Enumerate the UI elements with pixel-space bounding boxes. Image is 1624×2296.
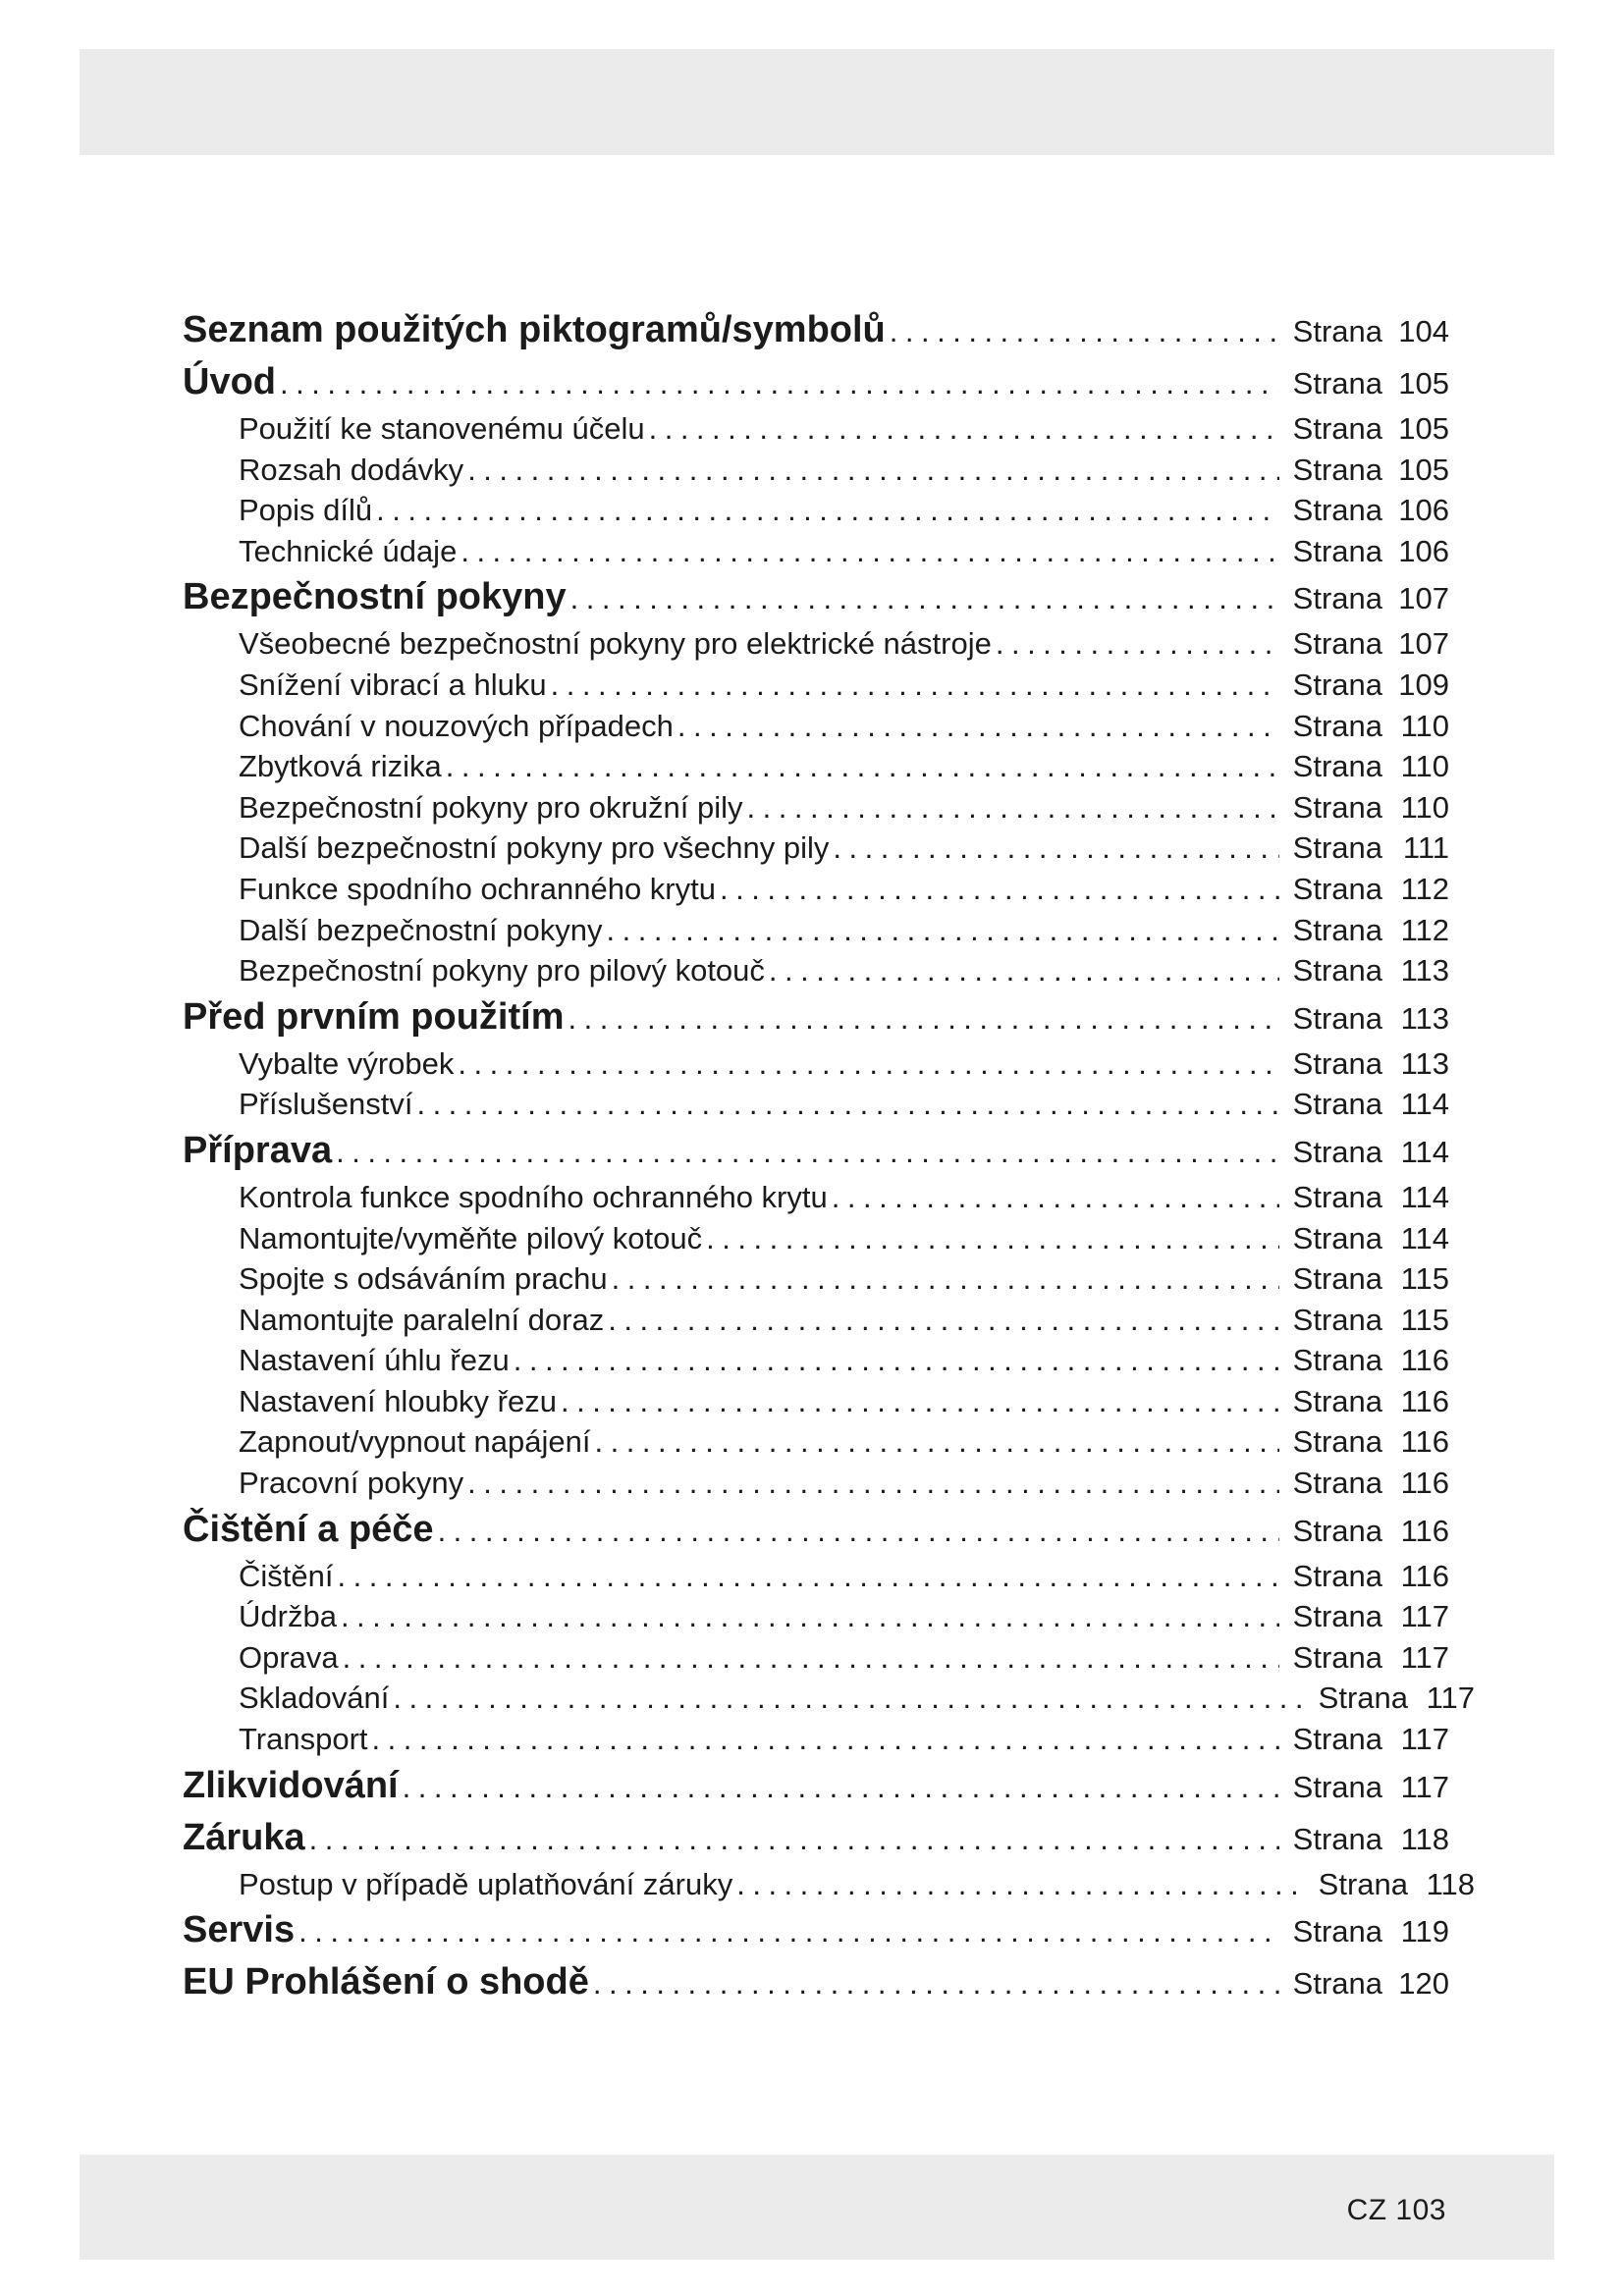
toc-entry-title: Namontujte paralelní doraz (239, 1302, 605, 1337)
dot-leader (608, 1300, 1278, 1341)
dot-leader (677, 706, 1279, 747)
toc-entry-page: 114 (1400, 1087, 1449, 1122)
toc-entry-strana: Strana (1292, 912, 1382, 947)
toc-entry-page: 107 (1398, 581, 1449, 616)
toc-entry-title: Příprava (183, 1129, 333, 1171)
dot-leader (570, 572, 1279, 623)
toc-entry-strana: Strana (1292, 1134, 1382, 1169)
dot-leader (467, 1463, 1278, 1504)
toc-entry-page: 114 (1400, 1220, 1449, 1255)
dot-leader (467, 450, 1278, 491)
toc-entry-page: 117 (1400, 1722, 1449, 1757)
toc-entry-page: 113 (1400, 1000, 1449, 1036)
toc-entry-page: 116 (1400, 1383, 1449, 1418)
toc-entry-strana: Strana (1292, 493, 1382, 528)
toc-entry-strana: Strana (1292, 1966, 1382, 2002)
page-number: CZ 103 (1346, 2194, 1446, 2226)
toc-subsection[interactable] (183, 1421, 1449, 1463)
dot-leader (720, 869, 1279, 910)
toc-entry-page: 120 (1398, 1966, 1449, 2002)
toc-entry-title: Před prvním použitím (183, 995, 565, 1038)
toc-subsection[interactable] (183, 665, 1449, 706)
toc-entry-strana: Strana (1292, 830, 1382, 866)
toc-subsection[interactable] (183, 1719, 1449, 1760)
toc-section[interactable] (183, 304, 1449, 356)
toc-entry-title: Servis (183, 1909, 296, 1951)
toc-entry-strana: Strana (1292, 749, 1382, 784)
toc-entry-page: 110 (1400, 789, 1449, 825)
footer-band (80, 2155, 1554, 2260)
toc-entry-strana: Strana (1292, 1558, 1382, 1593)
toc-entry-title: Kontrola funkce spodního ochranného krytu (239, 1179, 828, 1214)
toc-section[interactable] (183, 991, 1449, 1043)
toc-subsection[interactable] (183, 1258, 1449, 1300)
toc-entry-strana: Strana (1292, 667, 1382, 702)
toc-entry-title: Seznam použitých piktogramů/symbolů (183, 309, 886, 350)
toc-subsection[interactable] (183, 910, 1449, 951)
toc-subsection[interactable] (183, 869, 1449, 910)
table-of-contents (183, 304, 1475, 2008)
toc-entry-strana: Strana (1292, 871, 1382, 906)
dot-leader (458, 1043, 1278, 1085)
toc-entry-strana: Strana (1292, 452, 1382, 487)
toc-entry-title: Snížení vibrací a hluku (239, 667, 547, 702)
toc-entry-page: 104 (1398, 314, 1449, 348)
toc-entry-strana: Strana (1292, 411, 1382, 446)
toc-entry-strana: Strana (1318, 1681, 1408, 1716)
dot-leader (833, 828, 1278, 869)
dot-leader (706, 1218, 1279, 1259)
toc-section[interactable] (183, 1125, 1449, 1177)
toc-entry-title: Spojte s odsáváním prachu (239, 1261, 608, 1297)
toc-entry-title: Nastavení hloubky řezu (239, 1383, 557, 1418)
toc-entry-strana: Strana (1292, 1220, 1382, 1255)
toc-entry-page: 106 (1398, 533, 1449, 568)
toc-entry-title: Oprava (239, 1639, 339, 1675)
toc-entry-title: Další bezpečnostní pokyny (239, 912, 603, 947)
toc-entry-page: 113 (1400, 953, 1449, 988)
toc-entry-strana: Strana (1292, 1383, 1382, 1418)
dot-leader (649, 408, 1279, 450)
toc-entry-page: 107 (1398, 626, 1449, 662)
dot-leader (996, 623, 1279, 665)
toc-section[interactable] (183, 1504, 1449, 1556)
dot-leader (446, 746, 1279, 787)
toc-subsection[interactable] (183, 1556, 1449, 1597)
toc-entry-title: Záruka (183, 1816, 305, 1858)
toc-subsection[interactable] (183, 1678, 1475, 1719)
toc-entry-page: 114 (1400, 1134, 1449, 1169)
dot-leader (736, 1864, 1304, 1905)
toc-subsection[interactable] (183, 706, 1449, 747)
toc-entry-strana: Strana (1292, 1769, 1382, 1804)
toc-entry-title: Namontujte/vyměňte pilový kotouč (239, 1220, 703, 1255)
toc-entry-title: Rozsah dodávky (239, 452, 464, 487)
toc-entry-title: Bezpečnostní pokyny pro okružní pily (239, 789, 743, 825)
toc-section[interactable] (183, 1904, 1449, 1956)
toc-entry-title: Bezpečnostní pokyny (183, 576, 567, 618)
toc-entry-strana: Strana (1292, 1302, 1382, 1337)
toc-entry-page: 118 (1400, 1821, 1449, 1856)
toc-entry-strana: Strana (1318, 1866, 1408, 1901)
toc-entry-page: 115 (1400, 1302, 1449, 1337)
toc-entry-page: 110 (1400, 708, 1449, 743)
toc-section[interactable] (183, 1760, 1449, 1812)
toc-entry-page: 117 (1400, 1599, 1449, 1634)
toc-section[interactable] (183, 1812, 1449, 1864)
toc-entry-title: Skladování (239, 1681, 390, 1716)
toc-subsection[interactable] (183, 1300, 1449, 1341)
dot-leader (612, 1258, 1279, 1300)
dot-leader (337, 1556, 1278, 1597)
toc-entry-strana: Strana (1292, 1914, 1382, 1949)
dot-leader (595, 1421, 1279, 1463)
dot-leader (832, 1177, 1279, 1218)
toc-entry-strana: Strana (1292, 1722, 1382, 1757)
toc-entry-strana: Strana (1292, 708, 1382, 743)
toc-subsection[interactable] (183, 531, 1449, 572)
toc-entry-strana: Strana (1292, 1343, 1382, 1378)
toc-entry-title: Úvod (183, 361, 276, 402)
toc-entry-title: Technické údaje (239, 533, 458, 568)
dot-leader (769, 950, 1279, 991)
toc-entry-strana: Strana (1292, 1466, 1382, 1501)
toc-entry-strana: Strana (1292, 314, 1382, 348)
toc-entry-page: 105 (1398, 411, 1449, 446)
toc-entry-page: 116 (1400, 1466, 1449, 1501)
dot-leader (551, 665, 1279, 706)
toc-subsection[interactable] (183, 1864, 1475, 1905)
toc-subsection[interactable] (183, 1463, 1449, 1504)
dot-leader (890, 305, 1279, 356)
toc-subsection[interactable] (183, 1637, 1449, 1679)
toc-subsection[interactable] (183, 1596, 1449, 1637)
toc-entry-page: 110 (1400, 749, 1449, 784)
toc-entry-strana: Strana (1292, 533, 1382, 568)
dot-leader (309, 1813, 1279, 1864)
toc-entry-title: Transport (239, 1722, 368, 1757)
toc-entry-page: 113 (1400, 1045, 1449, 1081)
dot-leader (343, 1637, 1279, 1679)
toc-entry-title: Pracovní pokyny (239, 1466, 464, 1501)
toc-section[interactable] (183, 1956, 1449, 2008)
toc-entry-strana: Strana (1292, 1513, 1382, 1548)
toc-entry-strana: Strana (1292, 953, 1382, 988)
toc-entry-page: 105 (1398, 452, 1449, 487)
toc-entry-page: 106 (1398, 493, 1449, 528)
toc-entry-page: 116 (1400, 1513, 1449, 1548)
toc-entry-page: 117 (1400, 1639, 1449, 1675)
toc-subsection[interactable] (183, 1084, 1449, 1125)
toc-entry-strana: Strana (1292, 1261, 1382, 1297)
toc-entry-title: Postup v případě uplatňování záruky (239, 1866, 733, 1901)
toc-section[interactable] (183, 356, 1449, 408)
dot-leader (280, 357, 1279, 408)
toc-entry-strana: Strana (1292, 1179, 1382, 1214)
toc-entry-title: Údržba (239, 1599, 337, 1634)
toc-entry-page: 105 (1398, 366, 1449, 400)
toc-entry-page: 114 (1400, 1179, 1449, 1214)
toc-entry-strana: Strana (1292, 581, 1382, 616)
toc-entry-page: 116 (1400, 1343, 1449, 1378)
toc-entry-page: 116 (1400, 1424, 1449, 1460)
toc-entry-title: Vybalte výrobek (239, 1045, 455, 1081)
toc-entry-page: 112 (1400, 912, 1449, 947)
toc-entry-title: Popis dílů (239, 493, 373, 528)
toc-entry-strana: Strana (1292, 789, 1382, 825)
toc-subsection[interactable] (183, 787, 1449, 828)
toc-entry-page: 119 (1400, 1914, 1449, 1949)
toc-entry-title: Všeobecné bezpečnostní pokyny pro elektrické nástroje (239, 626, 992, 662)
toc-entry-title: Další bezpečnostní pokyny pro všechny pily (239, 830, 830, 866)
toc-subsection[interactable] (183, 1043, 1449, 1085)
toc-entry-strana: Strana (1292, 1045, 1382, 1081)
toc-entry-title: Zbytková rizika (239, 749, 442, 784)
dot-leader (403, 1761, 1279, 1812)
toc-entry-strana: Strana (1292, 626, 1382, 662)
toc-subsection[interactable] (183, 1177, 1449, 1218)
dot-leader (372, 1719, 1279, 1760)
header-band (80, 49, 1554, 155)
toc-entry-strana: Strana (1292, 1639, 1382, 1675)
dot-leader (568, 992, 1278, 1043)
toc-subsection[interactable] (183, 1381, 1449, 1422)
toc-entry-page: 115 (1400, 1261, 1449, 1297)
dot-leader (393, 1678, 1304, 1719)
toc-entry-title: Příslušenství (239, 1087, 413, 1122)
dot-leader (438, 1505, 1279, 1556)
toc-entry-title: Použití ke stanovenému účelu (239, 411, 645, 446)
dot-leader (376, 490, 1279, 531)
toc-entry-strana: Strana (1292, 1424, 1382, 1460)
toc-entry-title: Zlikvidování (183, 1764, 399, 1806)
toc-subsection[interactable] (183, 408, 1449, 450)
dot-leader (298, 1905, 1279, 1956)
toc-entry-title: EU Prohlášení o shodě (183, 1961, 589, 2003)
toc-entry-title: Funkce spodního ochranného krytu (239, 871, 716, 906)
toc-entry-title: Chování v nouzových případech (239, 708, 674, 743)
toc-entry-strana: Strana (1292, 1599, 1382, 1634)
dot-leader (747, 787, 1279, 828)
toc-entry-strana: Strana (1292, 1821, 1382, 1856)
toc-subsection[interactable] (183, 623, 1449, 665)
toc-entry-page: 112 (1400, 871, 1449, 906)
toc-entry-title: Čištění (239, 1558, 334, 1593)
toc-entry-title: Zapnout/vypnout napájení (239, 1424, 591, 1460)
toc-entry-page: 118 (1426, 1866, 1475, 1901)
dot-leader (416, 1084, 1278, 1125)
toc-entry-strana: Strana (1292, 1087, 1382, 1122)
toc-entry-strana: Strana (1292, 366, 1382, 400)
toc-subsection[interactable] (183, 490, 1449, 531)
toc-entry-title: Nastavení úhlu řezu (239, 1343, 510, 1378)
dot-leader (593, 1957, 1279, 2008)
toc-subsection[interactable] (183, 746, 1449, 787)
dot-leader (561, 1381, 1279, 1422)
dot-leader (607, 910, 1279, 951)
toc-entry-strana: Strana (1292, 1000, 1382, 1036)
toc-subsection[interactable] (183, 450, 1449, 491)
toc-entry-page: 109 (1398, 667, 1449, 702)
dot-leader (336, 1126, 1279, 1177)
toc-entry-title: Bezpečnostní pokyny pro pilový kotouč (239, 953, 765, 988)
dot-leader (341, 1596, 1279, 1637)
toc-entry-page: 116 (1400, 1558, 1449, 1593)
toc-entry-page: 117 (1400, 1769, 1449, 1804)
toc-subsection[interactable] (183, 1340, 1449, 1381)
dot-leader (460, 531, 1278, 572)
dot-leader (514, 1340, 1279, 1381)
toc-entry-title: Čištění a péče (183, 1508, 434, 1550)
toc-entry-page: 117 (1426, 1681, 1475, 1716)
toc-section[interactable] (183, 571, 1449, 623)
toc-subsection[interactable] (183, 1218, 1449, 1259)
toc-entry-page: 111 (1402, 830, 1449, 866)
toc-subsection[interactable] (183, 828, 1449, 869)
toc-subsection[interactable] (183, 950, 1449, 991)
